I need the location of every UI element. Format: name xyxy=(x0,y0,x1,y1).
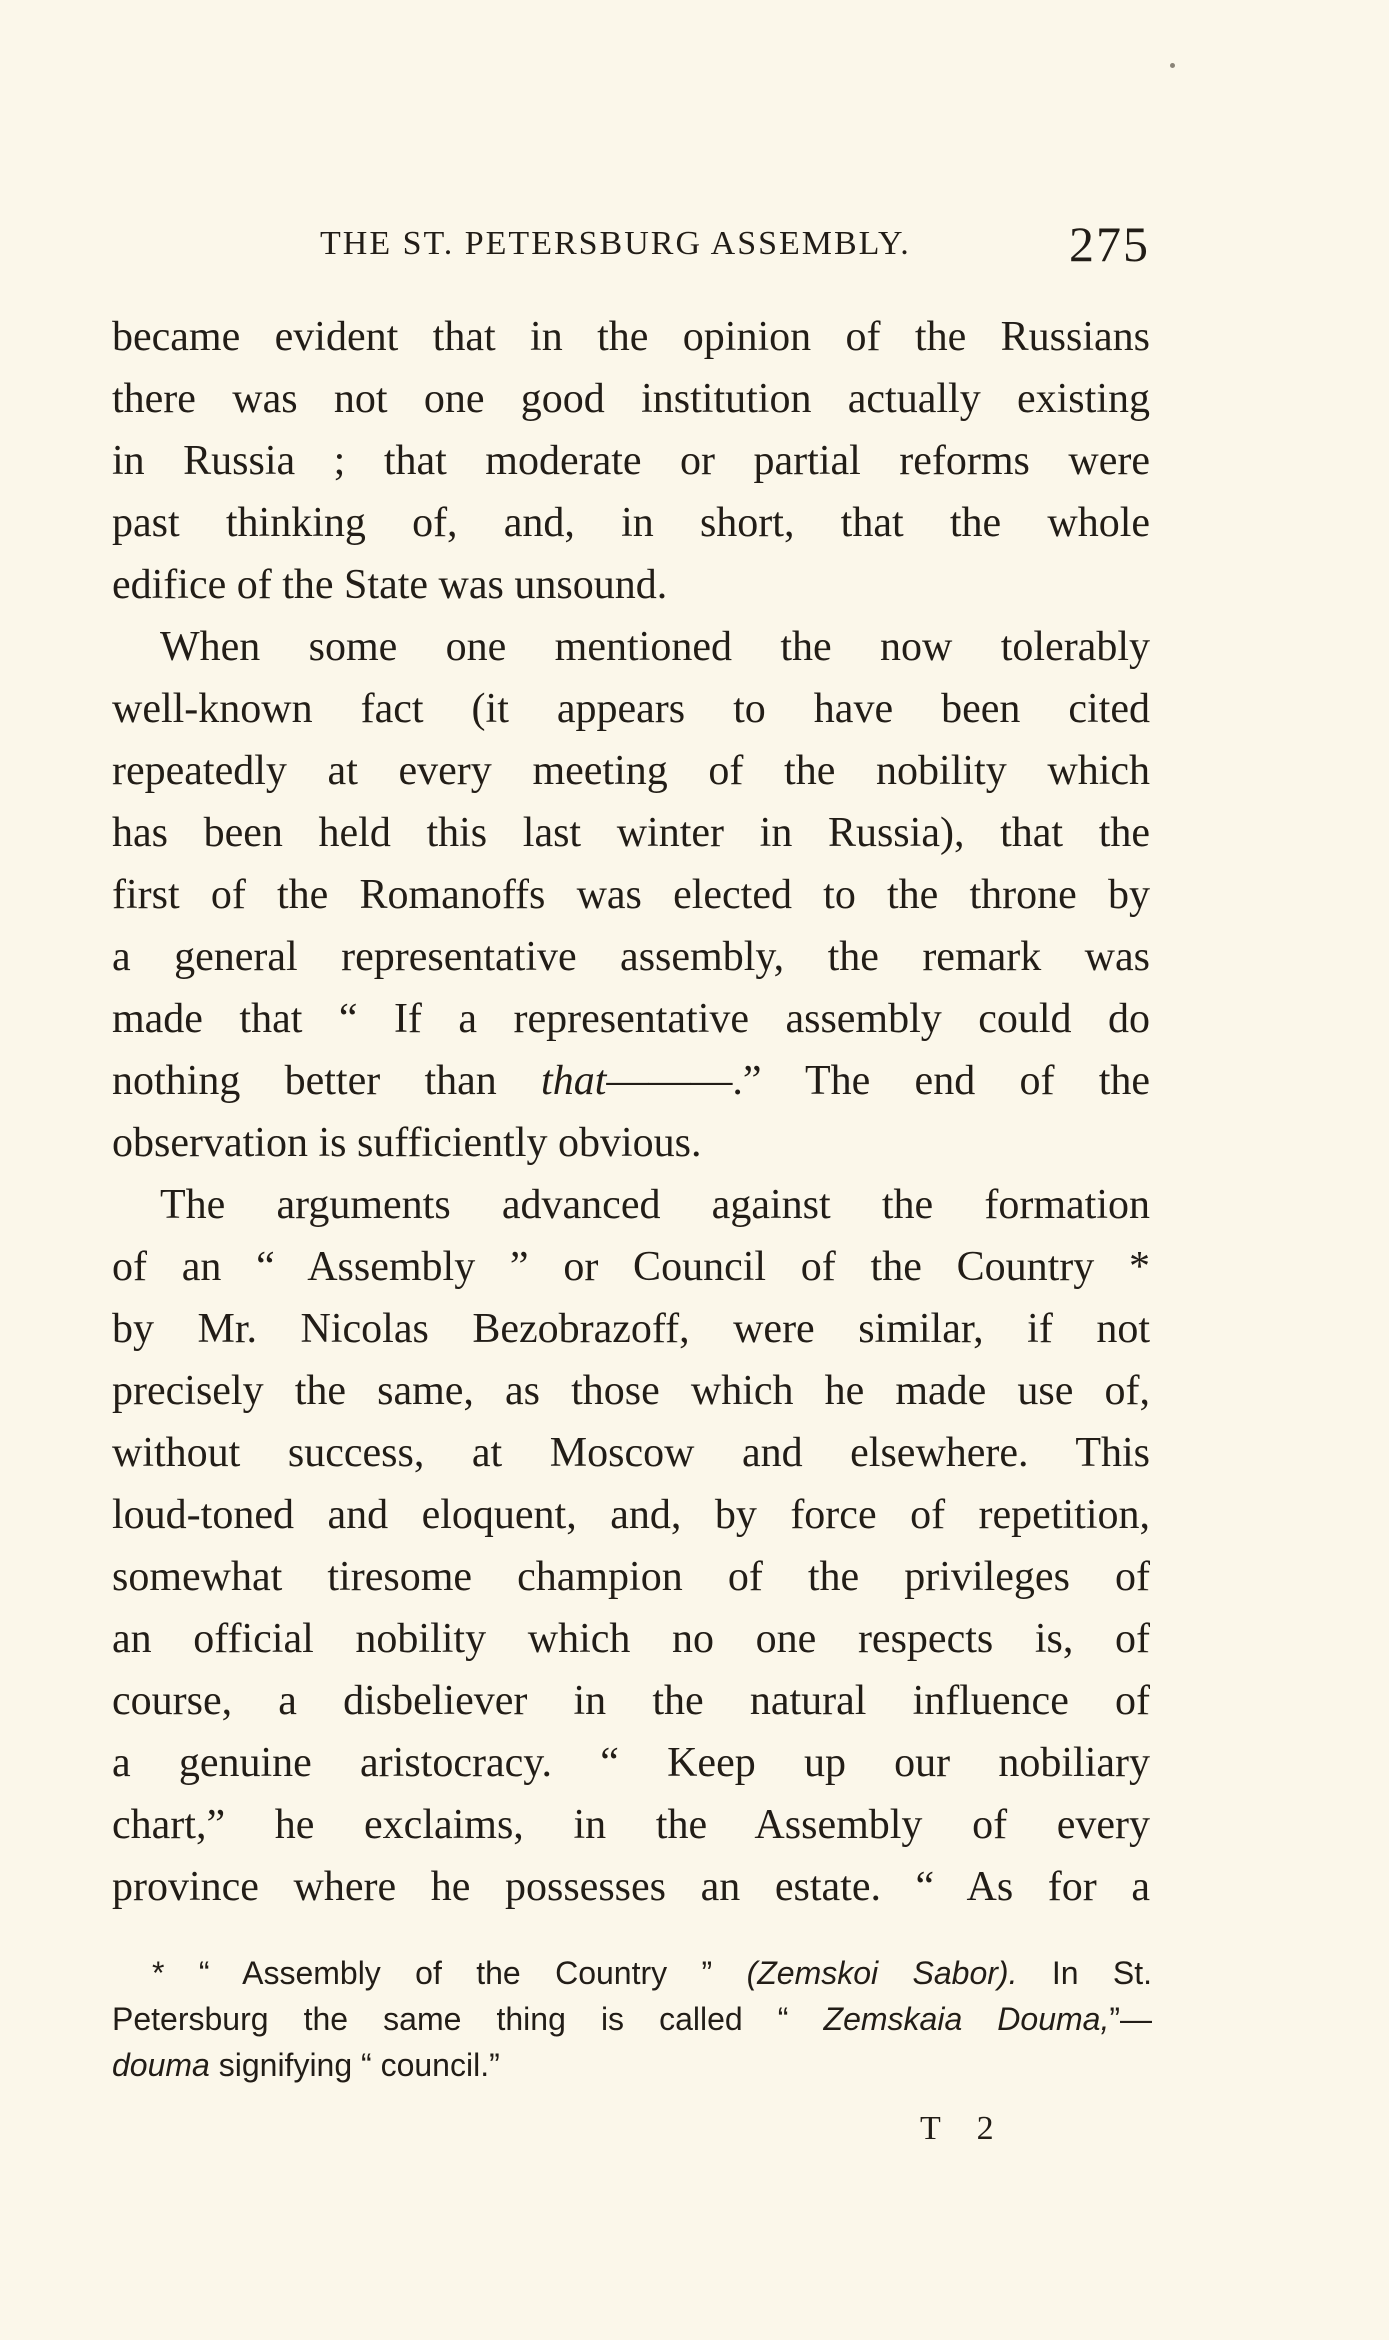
footnote-text: signifying “ council.” xyxy=(218,2047,500,2083)
page-number: 275 xyxy=(1069,216,1150,272)
paper-speck xyxy=(1170,63,1175,68)
text-line: a general representative assembly, the remark was xyxy=(112,934,1150,980)
text-line: somewhat tiresome champion of the privileges of xyxy=(112,1554,1150,1600)
running-head: THE ST. PETERSBURG ASSEMBLY. xyxy=(320,225,911,262)
footnote-italic: Zemskaia Douma, xyxy=(823,2001,1110,2037)
text-line: by Mr. Nicolas Bezobrazoff, were similar, if not xyxy=(112,1306,1150,1352)
footnote-text: Petersburg the same thing is called “ xyxy=(112,2001,789,2037)
text-line xyxy=(112,1050,1150,1112)
text-line: When some one mentioned the now tolerably xyxy=(160,624,1150,670)
signature-mark: T 2 xyxy=(920,2110,1008,2147)
text-line: a genuine aristocracy. “ Keep up our nobiliary xyxy=(112,1740,1150,1786)
body-text xyxy=(112,306,1150,1918)
text-line: course, a disbeliever in the natural influence of xyxy=(112,1678,1150,1724)
text-line: of an “ Assembly ” or Council of the Country * xyxy=(112,1244,1150,1290)
footnote-italic: (Zemskoi Sabor). xyxy=(746,1955,1018,1991)
text-line: chart,” he exclaims, in the Assembly of every xyxy=(112,1802,1150,1848)
text-line: loud-toned and eloquent, and, by force of repetition, xyxy=(112,1492,1150,1538)
text-line: repeatedly at every meeting of the nobility which xyxy=(112,748,1150,794)
text-line: became evident that in the opinion of the Russians xyxy=(112,314,1150,360)
text-line: province where he possesses an estate. “ As for a xyxy=(112,1864,1150,1910)
text-line: The arguments advanced against the formation xyxy=(160,1182,1150,1228)
text-line: first of the Romanoffs was elected to the throne by xyxy=(112,872,1150,918)
text-line: past thinking of, and, in short, that the whole xyxy=(112,500,1150,546)
text-line: an official nobility which no one respects is, of xyxy=(112,1616,1150,1662)
footnote-line xyxy=(112,1950,1152,1996)
text-line: made that “ If a representative assembly could do xyxy=(112,996,1150,1042)
footnote-text: * “ Assembly of the Country ” xyxy=(152,1955,713,1991)
text-line: in Russia ; that moderate or partial reforms were xyxy=(112,438,1150,484)
text-line: observation is sufficiently obvious. xyxy=(112,1120,702,1166)
footnote-italic: douma xyxy=(112,2047,210,2083)
footnote xyxy=(112,1950,1152,2088)
footnote-line xyxy=(112,2042,1152,2088)
page-header xyxy=(110,215,1150,271)
text-segment: nothing better than xyxy=(112,1058,497,1104)
italic-word: that xyxy=(541,1058,607,1104)
text-line: has been held this last winter in Russia), that the xyxy=(112,810,1150,856)
footnote-text: In St. xyxy=(1051,1955,1153,1991)
text-segment: ———.” The end of the xyxy=(606,1058,1151,1104)
text-line: well-known fact (it appears to have been cited xyxy=(112,686,1150,732)
footnote-line xyxy=(112,1996,1152,2042)
text-line: without success, at Moscow and elsewhere. This xyxy=(112,1430,1150,1476)
text-line: edifice of the State was unsound. xyxy=(112,562,668,608)
footnote-text: ”— xyxy=(1109,2001,1153,2037)
text-line: there was not one good institution actually existing xyxy=(112,376,1150,422)
text-line: precisely the same, as those which he made use of, xyxy=(112,1368,1150,1414)
